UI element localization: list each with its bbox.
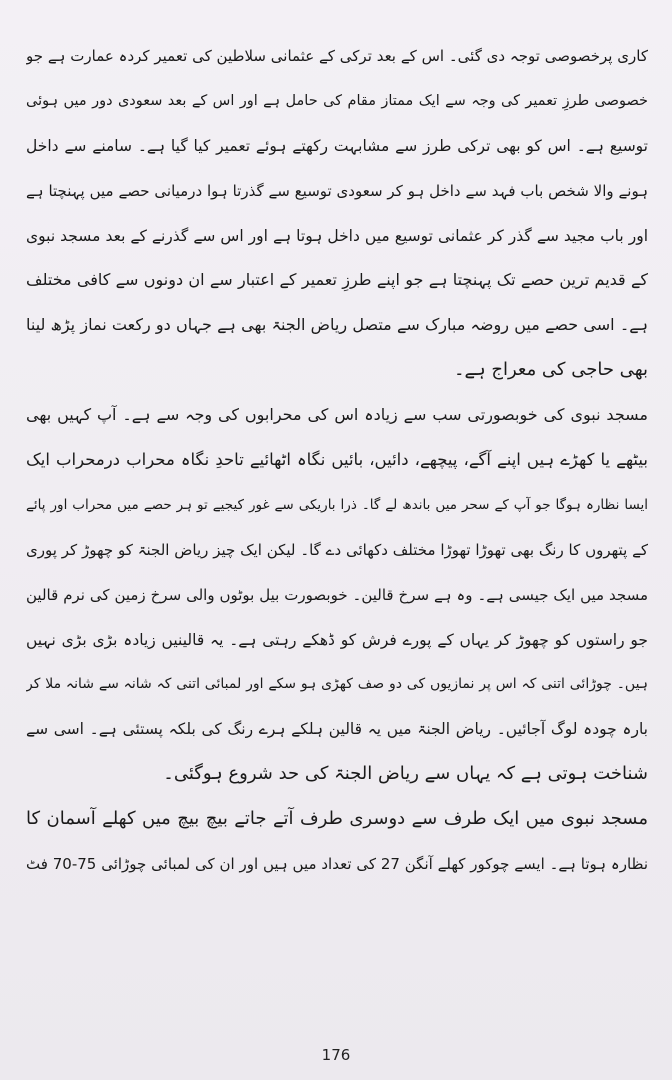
text-line: شناخت ہوتی ہے کہ یہاں سے ریاض الجنۃ کی حد شروع ہوگئی۔ (163, 763, 648, 785)
page-number: 176 (321, 1046, 351, 1064)
text-line: جو راستوں کو چھوڑ کر یہاں کے پورے فرش کو ڈھکے رہتی ہے۔ یہ قالینیں زیادہ بڑی بڑی نہیں (26, 630, 648, 649)
text-line: بھی حاجی کی معراج ہے۔ (453, 359, 648, 381)
text-line: ہونے والا شخص باب فہد سے داخل ہو کر سعودی توسیع سے گذرتا ہوا درمیانی حصے میں پہنچتا ہے (26, 181, 648, 200)
text-line: کاری پرخصوصی توجہ دی گئی۔ اس کے بعد ترکی کے عثمانی سلاطین کی تعمیر کردہ عمارت ہے جو (26, 47, 648, 65)
text-line: اور باب مجید سے گذر کر عثمانی توسیع میں داخل ہوتا ہے اور اس سے گذرنے کے بعد مسجد نبوی (26, 226, 648, 245)
text-line: ایسا نظارہ ہوگا جو آپ کے سحر میں باندھ لے گا۔ ذرا باریکی سے غور کیجیے تو ہر حصے میں محراب اور پائے (26, 496, 648, 513)
text-line: خصوصی طرزِ تعمیر کی وجہ سے ایک ممتاز مقام کی حامل ہے اور اس کے بعد سعودی دور میں ہوئی (26, 92, 648, 109)
text-line: مسجد نبوی کی خوبصورتی سب سے زیادہ اس کی محرابوں کی وجہ سے ہے۔ آپ کہیں بھی (26, 405, 648, 425)
text-line: بارہ چودہ لوگ آجائیں۔ ریاض الجنۃ میں یہ قالین ہلکے ہرے رنگ کی بلکہ پستئی ہے۔ اسی سے (26, 720, 648, 739)
text-line: ہے۔ اسی حصے میں روضہ مبارک سے متصل ریاض الجنۃ بھی ہے جہاں دو رکعت نماز پڑھ لینا (26, 315, 648, 335)
urdu-text-body (26, 34, 648, 887)
text-line: مسجد میں ایک جیسی ہے۔ وہ ہے سرخ قالین۔ خوبصورت بیل بوٹوں والی سرخ زمین کی نرم قالین (26, 585, 648, 604)
text-line: کے پتھروں کا رنگ بھی تھوڑا تھوڑا مختلف دکھائی دے گا۔ لیکن ایک چیز ریاض الجنۃ کو چھوڑ کر پوری (26, 540, 648, 559)
text-line: ہیں۔ چوڑائی اتنی کہ اس پر نمازیوں کی دو صف کھڑی ہو سکے اور لمبائی اتنی کہ شانہ سے شانہ ملا کر (26, 676, 648, 693)
text-line: مسجد نبوی میں ایک طرف سے دوسری طرف آتے جاتے بیچ بیچ میں کھلے آسمان کا (26, 808, 648, 830)
text-line: توسیع ہے۔ اس کو بھی ترکی طرز سے مشابہت رکھتے ہوئے تعمیر کیا گیا ہے۔ سامنے سے داخل (26, 136, 648, 155)
text-line: نظارہ ہوتا ہے۔ ایسے چوکور کھلے آنگن 27 کی تعداد میں ہیں اور ان کی لمبائی چوڑائی 75-70 فٹ (26, 855, 648, 874)
text-line: بیٹھے یا کھڑے ہیں اپنے آگے، پیچھے، دائیں، بائیں نگاہ اٹھائیے تاحدِ نگاہ محراب درمحراب ایک (26, 450, 648, 470)
text-line: کے قدیم ترین حصے تک پہنچتا ہے جو اپنے طرزِ تعمیر کے اعتبار سے ان دونوں سے کافی مختلف (26, 270, 648, 290)
